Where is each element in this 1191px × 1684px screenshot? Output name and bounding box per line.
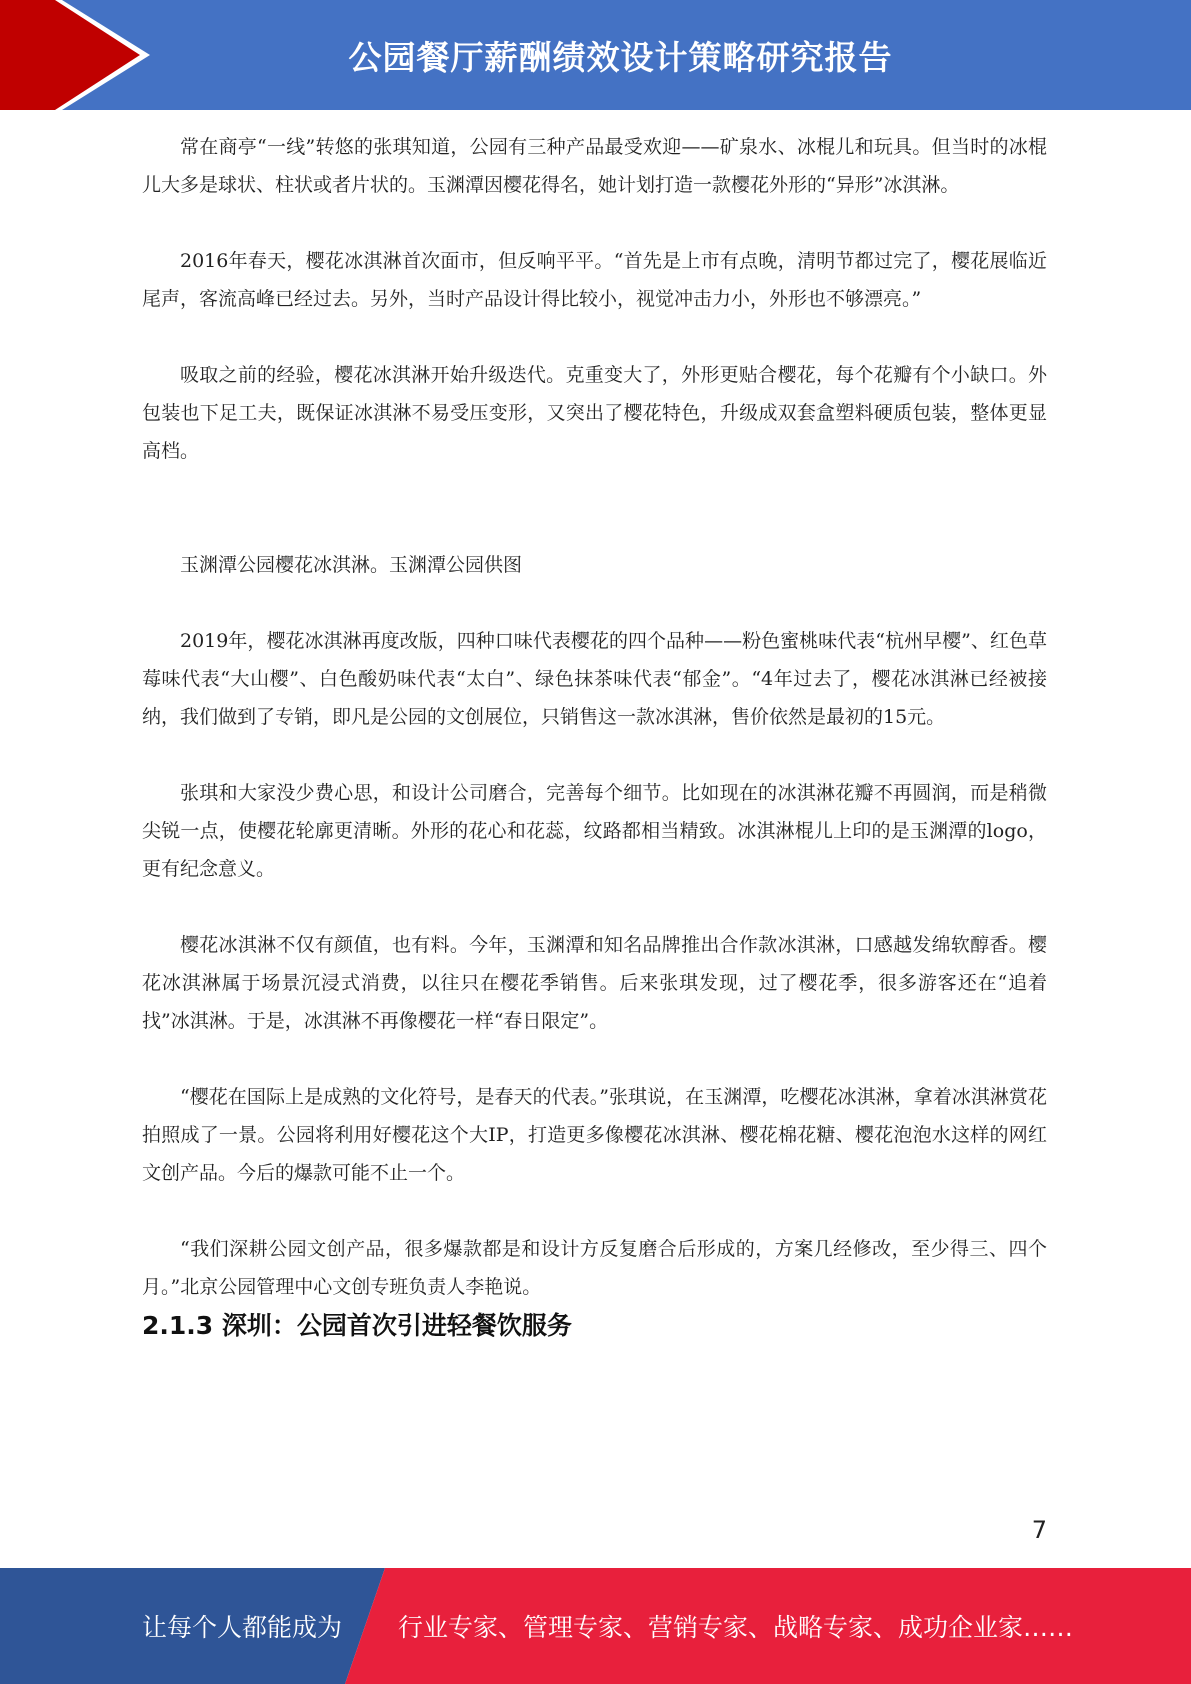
paragraph-4: 2019年，樱花冰淇淋再度改版，四种口味代表樱花的四个品种——粉色蜜桃味代表“杭州早樱”、红色草莓味代表“大山樱”、白色酸奶味代表“太白”、绿色抹茶味代表“郁金”。“4年过去了，樱花冰淇淋已经被接纳，我们做到了专销，即凡是公园的文创展位，只销售这一款冰淇淋，售价依然是最初的15元。 bbox=[142, 630, 1047, 728]
paragraph-6: 樱花冰淇淋不仅有颜值，也有料。今年，玉渊潭和知名品牌推出合作款冰淇淋，口感越发绵软醇香。樱花冰淇淋属于场景沉浸式消费，以往只在樱花季销售。后来张琪发现，过了樱花季，很多游客还在“追着找”冰淇淋。于是，冰淇淋不再像樱花一样“春日限定”。 bbox=[142, 934, 1047, 1032]
page-header bbox=[0, 0, 1191, 110]
page-content bbox=[142, 128, 1047, 1346]
paragraph-3: 吸取之前的经验，樱花冰淇淋开始升级迭代。克重变大了，外形更贴合樱花，每个花瓣有个小缺口。外包装也下足工夫，既保证冰淇淋不易受压变形，又突出了樱花特色，升级成双套盒塑料硬质包装，整体更显高档。 bbox=[142, 364, 1047, 462]
paragraph-5: 张琪和大家没少费心思，和设计公司磨合，完善每个细节。比如现在的冰淇淋花瓣不再圆润，而是稍微尖锐一点，使樱花轮廓更清晰。外形的花心和花蕊，纹路都相当精致。冰淇淋棍儿上印的是玉渊潭的logo，更有纪念意义。 bbox=[142, 782, 1047, 880]
page-footer bbox=[0, 1568, 1191, 1684]
paragraph-2: 2016年春天，樱花冰淇淋首次面市，但反响平平。“首先是上市有点晚，清明节都过完了，樱花展临近尾声，客流高峰已经过去。另外，当时产品设计得比较小，视觉冲击力小，外形也不够漂亮。” bbox=[142, 250, 1047, 310]
page-number: 7 bbox=[1031, 1516, 1047, 1544]
header-chevron-decoration bbox=[0, 0, 150, 110]
footer-slogan-right: 行业专家、管理专家、营销专家、战略专家、成功企业家…… bbox=[398, 1613, 1074, 1642]
section-heading: 2.1.3 深圳：公园首次引进轻餐饮服务 bbox=[142, 1311, 572, 1340]
image-caption: 玉渊潭公园樱花冰淇淋。玉渊潭公园供图 bbox=[180, 554, 523, 576]
report-title: 公园餐厅薪酬绩效设计策略研究报告 bbox=[348, 37, 893, 77]
paragraph-8: “我们深耕公园文创产品，很多爆款都是和设计方反复磨合后形成的，方案几经修改，至少得三、四个月。”北京公园管理中心文创专班负责人李艳说。 bbox=[142, 1238, 1047, 1298]
paragraph-1: 常在商亭“一线”转悠的张琪知道，公园有三种产品最受欢迎——矿泉水、冰棍儿和玩具。但当时的冰棍儿大多是球状、柱状或者片状的。玉渊潭因樱花得名，她计划打造一款樱花外形的“异形”冰淇淋。 bbox=[142, 136, 1047, 196]
footer-slogan-left: 让每个人都能成为 bbox=[142, 1613, 343, 1642]
paragraph-7: “樱花在国际上是成熟的文化符号，是春天的代表。”张琪说，在玉渊潭，吃樱花冰淇淋，拿着冰淇淋赏花拍照成了一景。公园将利用好樱花这个大IP，打造更多像樱花冰淇淋、樱花棉花糖、樱花泡泡水这样的网红文创产品。今后的爆款可能不止一个。 bbox=[142, 1086, 1047, 1184]
